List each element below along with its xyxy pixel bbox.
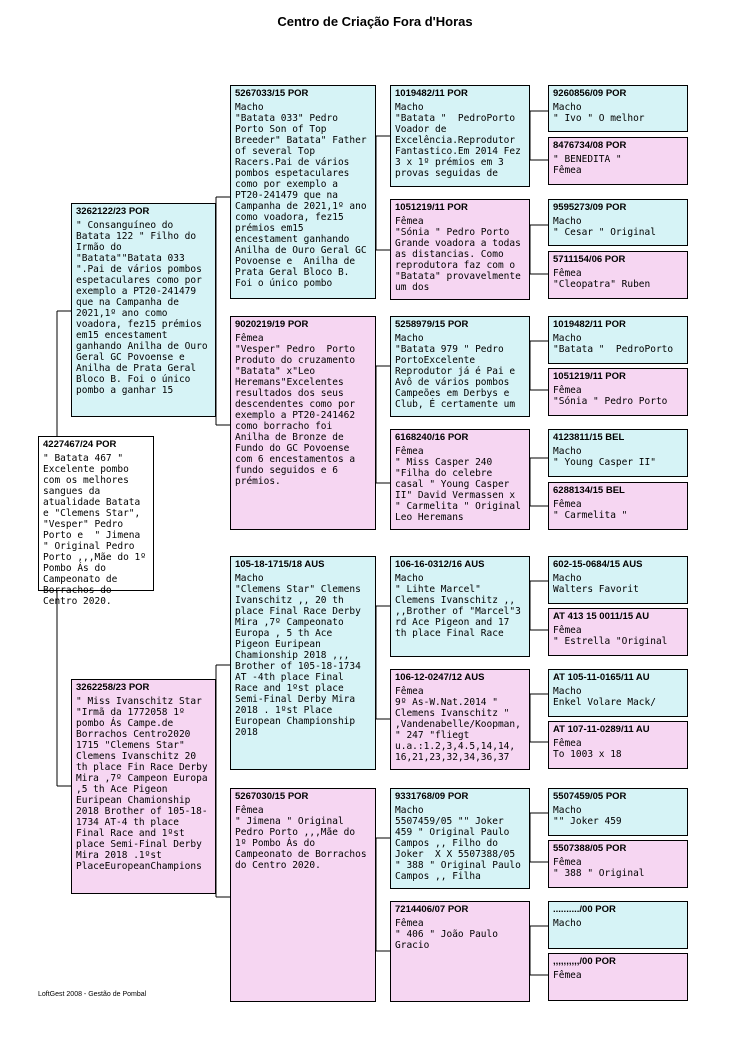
sex-label: Fêmea bbox=[395, 918, 424, 929]
great-great-grandparent-card[interactable] bbox=[548, 788, 688, 836]
ring-number: 9020219/19 POR bbox=[235, 319, 309, 330]
sex-label: Fêmea bbox=[395, 446, 424, 457]
ring-number: ........../00 POR bbox=[553, 904, 616, 915]
subject-pigeon-card[interactable] bbox=[38, 436, 154, 607]
ring-number: 3262258/23 POR bbox=[76, 682, 150, 693]
great-grandparent-card[interactable] bbox=[390, 556, 530, 657]
sex-label: Fêmea bbox=[553, 268, 582, 279]
great-grandparent-card[interactable] bbox=[390, 199, 530, 300]
sex-label: Fêmea bbox=[235, 333, 264, 344]
pigeon-description: " 406 " João Paulo Gracio bbox=[395, 929, 504, 951]
ring-number: AT 413 15 0011/15 AU bbox=[553, 611, 650, 622]
sex-label: Fêmea bbox=[395, 216, 424, 227]
ring-number: 4227467/24 POR bbox=[43, 439, 117, 450]
ring-number: 9260856/09 POR bbox=[553, 88, 627, 99]
pigeon-description: " Miss Casper 240 "Filha do celebre casal " Young Casper II" David Vermassen x " Carmelita " Original Leo Heremans bbox=[395, 457, 527, 523]
sire-card[interactable] bbox=[71, 203, 216, 417]
ring-number: 6288134/15 BEL bbox=[553, 485, 625, 496]
great-great-grandparent-card[interactable] bbox=[548, 669, 688, 717]
great-great-grandparent-card[interactable] bbox=[548, 368, 688, 416]
great-great-grandparent-card[interactable] bbox=[548, 199, 688, 246]
ring-number: AT 105-11-0165/11 AU bbox=[553, 672, 650, 683]
pigeon-description: "Batata " PedroPorto bbox=[553, 344, 674, 355]
pigeon-description: " Carmelita " bbox=[553, 510, 628, 521]
ring-number: 5267030/15 POR bbox=[235, 791, 309, 802]
great-grandparent-card[interactable] bbox=[390, 788, 530, 889]
sex-label: Macho bbox=[235, 573, 264, 584]
footer-credit: LoftGest 2008 - Gestão de Pombal bbox=[38, 991, 147, 998]
sex-label: Macho bbox=[235, 102, 264, 113]
pigeon-description: " Miss Ivanschitz Star "Irmã da 1772058 1º pombo Ás Campe.de Borrachos Centro2020 1715 "Clemens Star" Clemens Ivanschitz 20 th place Fin Race Derby Mira ,7º Campeon Europa ,5 th Ace Pigeon Euripean Chamionship 2018 Brother of 105-18-1734 AT-4 th place Final Race and 1ºst place Semi-Final Derby Mira 2018 .1ºst PlaceEuropeanChampions bbox=[76, 696, 214, 872]
grandparent-card[interactable] bbox=[230, 788, 376, 1002]
ring-number: 4123811/15 BEL bbox=[553, 432, 625, 443]
sex-label: Macho bbox=[553, 216, 582, 227]
ring-number: 5507388/05 POR bbox=[553, 843, 627, 854]
sex-label: Macho bbox=[395, 102, 424, 113]
sex-label: Macho bbox=[395, 805, 424, 816]
ring-number: AT 107-11-0289/11 AU bbox=[553, 724, 650, 735]
pigeon-description: Enkel Volare Mack/ bbox=[553, 697, 656, 708]
ring-number: 7214406/07 POR bbox=[395, 904, 469, 915]
pigeon-description: " BENEDITA " bbox=[553, 154, 622, 165]
sex-label: Macho bbox=[553, 446, 582, 457]
sex-label: Macho bbox=[553, 805, 582, 816]
pigeon-description: " Consanguíneo do Batata 122 " Filho do Irmão do "Batata""Batata 033 ".Pai de vários pombos espetaculares como por exemplo a PT20-241479 que na Campanha de 2021,1º ano como voadora, fez15 prémios em15 encestament ganhando Anilha de Ouro Geral GC Povoense e Anilha de Prata Geral Bloco B. Foi o único pombo a ganhar 15 bbox=[76, 220, 214, 396]
pigeon-description: " 388 " Original bbox=[553, 868, 645, 879]
ring-number: 5258979/15 POR bbox=[395, 319, 469, 330]
sex-label: Fêmea bbox=[235, 805, 264, 816]
great-great-grandparent-card[interactable] bbox=[548, 85, 688, 132]
ring-number: 1019482/11 POR bbox=[395, 88, 468, 99]
ring-number: 5507459/05 POR bbox=[553, 791, 627, 802]
great-grandparent-card[interactable] bbox=[390, 901, 530, 1002]
pigeon-description: "Cleopatra" Ruben bbox=[553, 279, 651, 290]
sex-label: Macho bbox=[553, 686, 582, 697]
great-grandparent-card[interactable] bbox=[390, 85, 530, 187]
pigeon-description: " Lihte Marcel" Clemens Ivanschitz ,, ,,Brother of "Marcel"3 rd Ace Pigeon and 17 th place Final Race bbox=[395, 584, 527, 639]
sex-label: Fêmea bbox=[553, 738, 582, 749]
dam-card[interactable] bbox=[71, 679, 216, 894]
grandparent-card[interactable] bbox=[230, 85, 376, 299]
great-great-grandparent-card[interactable] bbox=[548, 137, 688, 185]
pigeon-description: "Sónia " Pedro Porto bbox=[553, 396, 668, 407]
sex-label: Fêmea bbox=[553, 499, 582, 510]
pigeon-description: " Young Casper II" bbox=[553, 457, 656, 468]
ring-number: 6168240/16 POR bbox=[395, 432, 469, 443]
ring-number: 105-18-1715/18 AUS bbox=[235, 559, 325, 570]
great-great-grandparent-card[interactable] bbox=[548, 556, 688, 604]
sex-label: Macho bbox=[395, 333, 424, 344]
pigeon-description: " Estrella "Original bbox=[553, 636, 668, 647]
pigeon-description: " Cesar " Original bbox=[553, 227, 656, 238]
great-great-grandparent-card[interactable] bbox=[548, 251, 688, 299]
ring-number: 106-16-0312/16 AUS bbox=[395, 559, 485, 570]
great-great-grandparent-card[interactable] bbox=[548, 840, 688, 888]
great-great-grandparent-card[interactable] bbox=[548, 721, 688, 769]
pigeon-description: "Vesper" Pedro Porto Produto do cruzamento "Batata" x"Leo Heremans"Excelentes resultados dos seus descendentes como por exemplo a PT20-241462 como borracho foi Anilha de Bronze de Fundo do GC Povoense com 6 encestamentos a fundo seguidos e 6 prémios. bbox=[235, 344, 361, 487]
pigeon-description: " Batata 467 " Excelente pombo com os melhores sangues da atualidade Batata e "Clemens Star", "Vesper" Pedro Porto e " Jimena " Original Pedro Porto ,,,Mãe do 1º Pombo Ás do Campeonato de Borrachos do Centro 2020. bbox=[43, 453, 152, 607]
ring-number: ,,,,,,,,,,/00 POR bbox=[553, 956, 616, 967]
pigeon-description: " Jimena " Original Pedro Porto ,,,Mãe do 1º Pombo Ás do Campeonato de Borrachos do Centro 2020. bbox=[235, 816, 373, 871]
pigeon-description: 9º As-W.Nat.2014 " Clemens Ivanschitz " ,Vandenabelle/Koopman, " 247 "fliegt u.a.:1.2,3,4.5,14,14, 16,21,23,32,34,36,37 bbox=[395, 697, 527, 763]
sex-label: Fêmea bbox=[553, 625, 582, 636]
sex-label: Fêmea bbox=[553, 857, 582, 868]
great-great-grandparent-card[interactable] bbox=[548, 608, 688, 656]
ring-number: 1051219/11 POR bbox=[395, 202, 468, 213]
sex-label: Macho bbox=[553, 918, 582, 929]
ring-number: 1051219/11 POR bbox=[553, 371, 626, 382]
great-great-grandparent-card[interactable] bbox=[548, 901, 688, 949]
pigeon-description: 5507459/05 "" Joker 459 " Original Paulo Campos ,, Filho do Joker X X 5507388/05 " 388 " Original Paulo Campos ,, Filha bbox=[395, 816, 527, 882]
sex-label: Fêmea bbox=[553, 385, 582, 396]
great-grandparent-card[interactable] bbox=[390, 429, 530, 530]
ring-number: 5267033/15 POR bbox=[235, 88, 309, 99]
ring-number: 8476734/08 POR bbox=[553, 140, 627, 151]
pigeon-description: "" Joker 459 bbox=[553, 816, 622, 827]
ring-number: 3262122/23 POR bbox=[76, 206, 150, 217]
pigeon-description: "Batata " PedroPorto Voador de Excelência.Reprodutor Fantastico.Em 2014 Fez 3 x 1º prémios em 3 provas seguidas de bbox=[395, 113, 527, 179]
sex-label: Macho bbox=[553, 102, 582, 113]
sex-label: Fêmea bbox=[395, 686, 424, 697]
ring-number: 9595273/09 POR bbox=[553, 202, 627, 213]
great-great-grandparent-card[interactable] bbox=[548, 316, 688, 364]
grandparent-card[interactable] bbox=[230, 556, 376, 770]
pedigree-title: Centro de Criação Fora d'Horas bbox=[277, 14, 473, 29]
ring-number: 106-12-0247/12 AUS bbox=[395, 672, 485, 683]
ring-number: 602-15-0684/15 AUS bbox=[553, 559, 643, 570]
ring-number: 9331768/09 POR bbox=[395, 791, 469, 802]
pigeon-description: "Batata 979 " Pedro PortoExcelente Reprodutor já é Pai e Avô de vários pombos Campeões em Derbys e Club, É certamente um bbox=[395, 344, 521, 410]
great-great-grandparent-card[interactable] bbox=[548, 482, 688, 530]
pigeon-description: Walters Favorit bbox=[553, 584, 639, 595]
sex-label: Fêmea bbox=[553, 165, 582, 176]
sex-label: Macho bbox=[395, 573, 424, 584]
great-great-grandparent-card[interactable] bbox=[548, 953, 688, 1001]
great-grandparent-card[interactable] bbox=[390, 669, 530, 770]
ring-number: 5711154/06 POR bbox=[553, 254, 626, 265]
pigeon-description: "Batata 033" Pedro Porto Son of Top Breeder" Batata" Father of several Top Racers.Pai de vários pombos espetaculares como por exemplo a PT20-241479 que na Campanha de 2021,1º ano como voadora, fez15 prémios em15 encestament ganhando Anilha de Ouro Geral GC Povoense e Anilha de Prata Geral Bloco B. Foi o único pombo bbox=[235, 113, 373, 289]
great-grandparent-card[interactable] bbox=[390, 316, 530, 417]
sex-label: Fêmea bbox=[553, 970, 582, 981]
pigeon-description: To 1003 x 18 bbox=[553, 749, 622, 760]
great-great-grandparent-card[interactable] bbox=[548, 429, 688, 477]
pigeon-description: "Sónia " Pedro Porto Grande voadora a todas as distancias. Como reprodutora faz com o "Batata" provavelmente um dos bbox=[395, 227, 527, 293]
pigeon-description: " Ivo " O melhor bbox=[553, 113, 645, 124]
pigeon-description: "Clemens Star" Clemens Ivanschitz ,, 20 th place Final Race Derby Mira ,7º Campeonato Europa , 5 th Ace Pigeon Euripean Chamionship 2018 ,,, Brother of 105-18-1734 AT -4th place Final Race and 1ºst place Semi-Final Derby Mira 2018 . 1ºst Place European Championship 2018 bbox=[235, 584, 367, 738]
sex-label: Macho bbox=[553, 333, 582, 344]
sex-label: Macho bbox=[553, 573, 582, 584]
grandparent-card[interactable] bbox=[230, 316, 376, 530]
ring-number: 1019482/11 POR bbox=[553, 319, 626, 330]
